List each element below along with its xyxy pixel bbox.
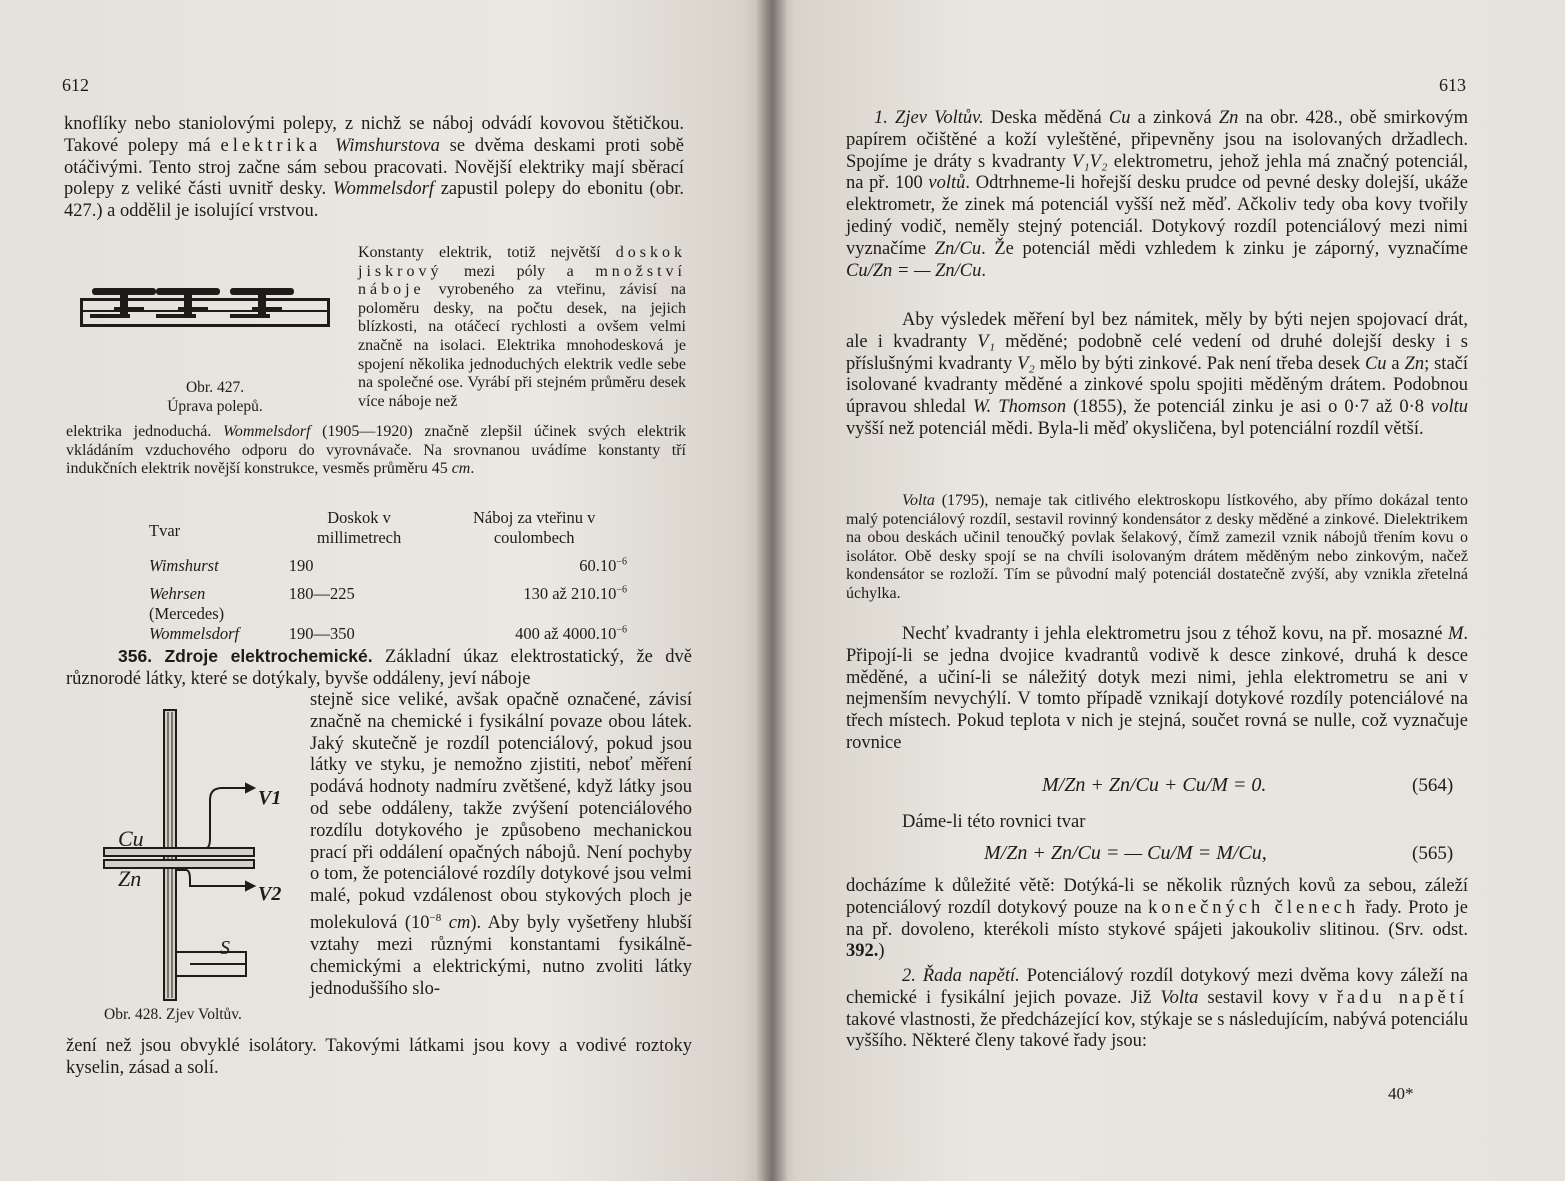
table-header: Doskok v millimetrech xyxy=(316,508,402,547)
paragraph: elektrika jednoduchá. Wommelsdorf (1905—1920) značně zlepšil účinek svých elektrik vkládáním vzduchového odporu do vyrovnávače. Na srovnanou uvádíme konstanty tří indukčních elektrik novější konstrukce, vesměs průměru 45 cm. xyxy=(66,423,686,478)
equation-number: (565) xyxy=(1412,843,1454,864)
figure-428-volta xyxy=(100,708,300,1013)
page-number: 613 xyxy=(1439,75,1466,95)
figure-label-s: S xyxy=(220,937,230,959)
figure-427-polepy xyxy=(70,268,342,346)
paragraph: žení než jsou obvyklé isolátory. Takovými látkami jsou kovy a vodivé roztoky kyselin, zásad a solí. xyxy=(66,1036,692,1078)
paragraph: Konstanty elektrik, totiž největší doskok jiskrový mezi póly a množství náboje vyrobeného za vteřinu, závisí na poloměru desky, na počtu desek, na jejich blízkosti, na otáčecí rychlosti a ovšem velmi značně na isolaci. Elektrika mnohodesková je spojení několika jednoduchých elektrik vedle sebe na společné ose. Vyrábí při stejném průměru desek více náboje než xyxy=(358,244,686,410)
figure-label-zn: Zn xyxy=(118,866,142,891)
section-title: Zdroje elektrochemické. xyxy=(164,646,373,666)
paragraph: Aby výsledek měření byl bez námitek, měly by býti nejen spojovací drát, ale i kvadranty V₁ měděné; podobně celé vedení od druhé dolejší desky i s příslušnými kvadranty V₂ mělo by býti zinkové. Pak není třeba desek Cu a Zn; stačí isolované kvadranty měděné a zinkové spolu spojiti měděným drátem. Podobnou úpravou shledal W. Thomson (1855), že potenciál zinku je asi o 0·7 až 0·8 voltu vyšší než potenciál mědi. Byla-li měď okysličena, byl potenciální rozdíl větší. xyxy=(846,310,1469,439)
paragraph: knoflíky nebo staniolovými polepy, z nichž se náboj odvádí kovovou štětičkou. Takové polepy má elektrika Wimshurstova se dvěma deskami proti sobě otáčivými. Tento stroj začne sám sebou pracovati. Novější elektriky mají sběrací polepy z veliké části uvnitř desky. Wommelsdorf zapustil polepy do ebonitu (obr. 427.) a oddělil je isolující vrstvou. xyxy=(64,114,684,222)
equation-number: (564) xyxy=(1412,775,1454,796)
equation-564: M/Zn + Zn/Cu + Cu/M = 0. xyxy=(1042,774,1267,796)
table-row: Wehrsen (Mercedes) 180—225 130 až $210.10^{-6}$ xyxy=(149,584,627,623)
paragraph-zjev-voltuv: 1. Zjev Voltův. Deska měděná Cu a zinková Zn na obr. 428., obě smirkovým papírem očištěné a koží vyleštěné, připevněny jsou na isolovaných držadlech. Spojíme je dráty s kvadranty V₁V₂ elektrometru, jehož jehla má značný potenciál, na př. 100 voltů. Odtrhneme-li hořejší desku prudce od pevné desky dolejší, ukáže elektrometr, že zinek má potenciál vyšší než měď. Ačkoliv tedy oba kovy tvořily jediný vodič, neměly stejný potenciál. Dotykový rozdíl potenciálový mezi nimi vyznačíme Zn/Cu. Že potenciál mědi vzhledem k zinku je záporný, vyznačíme Cu/Zn = — Zn/Cu. xyxy=(846,108,1468,281)
paragraph: Nechť kvadranty i jehla elektrometru jsou z téhož kovu, na př. mosazné M. Připojí-li se jedna dvojice kvadrantů vodivě k desce zinkové, druhá k desce měděné, a učiní-li se náležitý dotyk mezi nimi, jehla elektrometru se ani v nejmenším nevychýlí. V tomto případě vznikají dotykové rozdíly potenciálové na třech místech. Pokud teplota v nich je stejná, součet rovná se nulle, což vyznačuje rovnice xyxy=(846,624,1468,753)
right-page xyxy=(772,0,1565,1181)
signature-mark: 40* xyxy=(1388,1084,1414,1103)
table-cell: 190—350 xyxy=(288,624,355,643)
table-header: Náboj za vteřinu v coulombech xyxy=(473,508,596,547)
book-gutter xyxy=(756,0,788,1181)
table-cell: 180—225 xyxy=(288,584,355,603)
paragraph: stejně sice veliké, avšak opačně označené, závisí značně na chemické i fysikální povaze obou látek. Jaký skutečně je rozdíl potenciálový, pokud jsou látky ve styku, je nemožno zjistiti, neboť měření podává hodnoty nadmíru zvětšené, když látky jsou od sebe oddáleny, takže zvýšení potenciálového rozdílu dotykového je způsobeno mechanickou prací při oddálení opačných nábojů. Není pochyby o tom, že potenciálové rozdíly dotykové jsou velmi malé, pokud vzdálenost obou stykových ploch je molekulová ($10^{-8}$ cm). Aby byly vyšetřeny hlubší vztahy mezi různými konstantami fysikálně-chemickými a elektrickými, nutno zvoliti látky jednoduššího slo- xyxy=(310,690,693,999)
page-number: 612 xyxy=(62,75,89,95)
electrics-constants-table xyxy=(143,508,633,652)
table-row: Wimshurst 190 $60.10^{-6}$ xyxy=(143,556,633,584)
table-cell: 190 xyxy=(288,556,314,575)
equation-565: M/Zn + Zn/Cu = — Cu/M = M/Cu, xyxy=(984,842,1267,864)
paragraph: docházíme k důležité větě: Dotýká-li se několik různých kovů za sebou, záleží potenciálový rozdíl dotykový pouze na konečných členech řady. Proto je na př. dovoleno, kterékoli místo stykové spájeti jakoukoliv slitinou. (Srv. odst. 392.) xyxy=(846,876,1468,962)
figure-428-caption: Obr. 428. Zjev Voltův. xyxy=(104,1006,242,1023)
table-header: Tvar xyxy=(149,521,181,540)
left-page xyxy=(0,0,772,1181)
section-number: 356. xyxy=(118,646,153,666)
table-row: Wommelsdorf 190—350 400 až $4000.10^{-6}$ xyxy=(143,624,633,652)
paragraph: Dáme-li této rovnici tvar xyxy=(902,812,1086,832)
table-header-row xyxy=(143,508,633,548)
section-356: 356. Zdroje elektrochemické. Základní úkaz elektrostatický, že dvě různorodé látky, které se dotýkaly, byvše oddáleny, jeví náboje xyxy=(66,646,692,689)
paragraph: Volta (1795), nemaje tak citlivého elektroskopu lístkového, aby přímo dokázal tento malý potenciálový rozdíl, sestavil rovinný kondensátor z desky měděné a zinkové. Dielektrikem na obou deskách učinil tenoučký povlak šelakový, čímž zamezil vznik nábojů třením kovu o isolátor. Obě desky spojí se na chvíli isolovaným drátem měděným nebo zinkovým, načež kondensátor se rozloží. Tím se původní malý potenciál dostatečně zvýší, aby vznikla zřetelná úchylka. xyxy=(846,492,1468,602)
figure-427-caption: Obr. 427. Úprava polepů. xyxy=(167,379,263,415)
figure-label-cu: Cu xyxy=(118,826,144,851)
paragraph-rada-napeti: 2. Řada napětí. Potenciálový rozdíl dotykový mezi dvěma kovy záleží na chemické i fysikální jejich povaze. Již Volta sestavil kovy v řadu napětí takové vlastnosti, že předcházející kov, stýkaje se s následujícím, nabývá potenciálu vyššího. Některé členy takové řady jsou: xyxy=(846,966,1469,1052)
figure-label-v1: V1 xyxy=(258,787,282,809)
figure-label-v2: V2 xyxy=(258,883,282,905)
